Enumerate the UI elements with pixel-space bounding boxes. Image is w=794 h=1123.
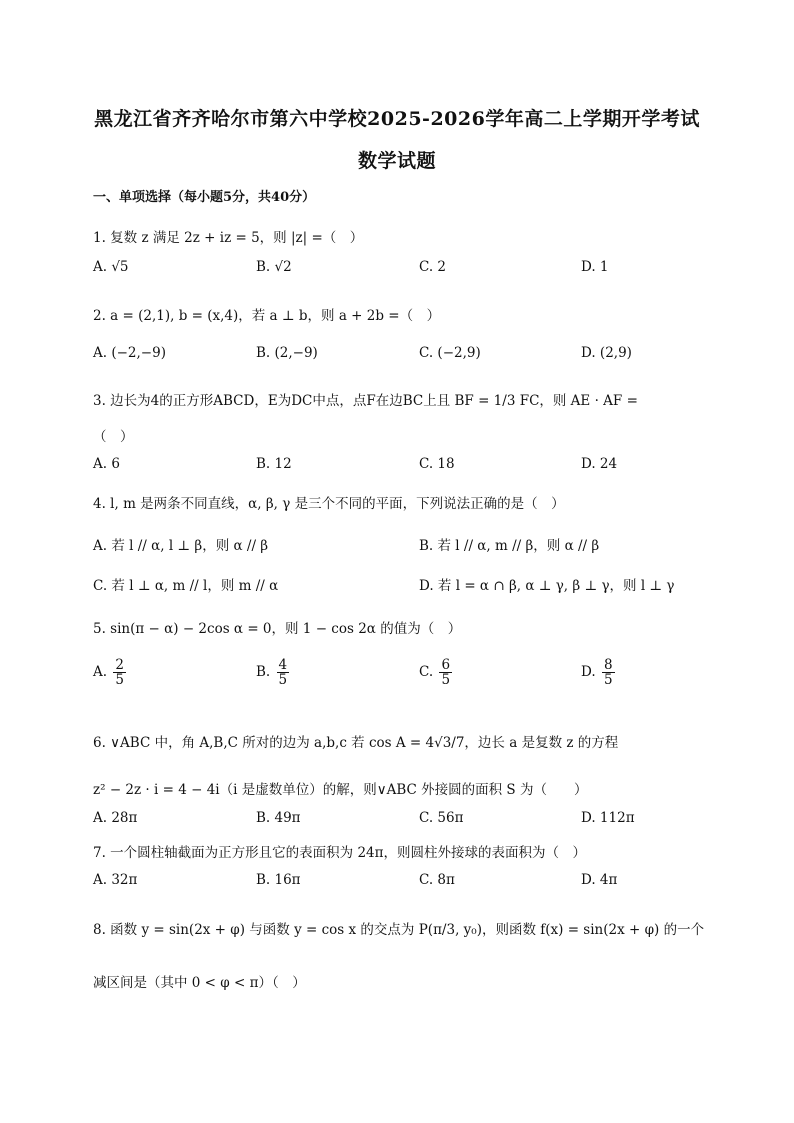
fraction-numerator: 8 <box>603 657 613 673</box>
question-6-stem-continued: z² − 2z · i = 4 − 4i（i 是虚数单位）的解，则∨ABC 外接圆的面积 S 为（ ） <box>93 782 588 798</box>
fraction-denominator: 5 <box>603 672 613 689</box>
fraction-numerator: 6 <box>441 657 451 673</box>
fraction-denominator: 5 <box>441 672 451 689</box>
question-7-option-d: D. 4π <box>581 872 618 888</box>
question-2-option-d: D. (2,9) <box>581 345 632 361</box>
question-6-option-b: B. 49π <box>256 810 301 826</box>
question-5-option-d <box>581 658 617 687</box>
question-2-option-a: A. (−2,−9) <box>93 345 166 361</box>
option-letter: D. <box>581 664 596 681</box>
question-2-option-b: B. (2,−9) <box>256 345 318 361</box>
section-heading: 一、单项选择（每小题5分，共40分） <box>93 190 316 205</box>
fraction-numerator: 4 <box>278 657 288 673</box>
fraction-denominator: 5 <box>115 672 124 689</box>
question-3-option-a: A. 6 <box>93 456 120 472</box>
fraction <box>439 658 452 687</box>
question-1-option-d: D. 1 <box>581 259 609 275</box>
question-3-option-d: D. 24 <box>581 456 618 472</box>
question-5-option-c <box>419 658 454 687</box>
question-6-option-d: D. 112π <box>581 810 635 826</box>
question-1-stem: 1. 复数 z 满足 2z + iz = 5，则 |z| =（ ） <box>93 230 364 246</box>
question-5-option-b <box>256 658 291 687</box>
question-5-option-a <box>93 658 128 687</box>
exam-title-line1: 黑龙江省齐齐哈尔市第六中学校2025-2026学年高二上学期开学考试 <box>94 108 700 130</box>
question-3-option-c: C. 18 <box>419 456 455 472</box>
question-4-option-c: C. 若 l ⊥ α, m // l，则 m // α <box>93 578 279 594</box>
question-1-option-b: B. √2 <box>256 259 292 275</box>
question-7-option-b: B. 16π <box>256 872 301 888</box>
option-letter: A. <box>93 664 108 681</box>
question-4-option-d: D. 若 l = α ∩ β, α ⊥ γ, β ⊥ γ，则 l ⊥ γ <box>419 578 675 594</box>
question-7-option-a: A. 32π <box>93 872 138 888</box>
question-7-stem: 7. 一个圆柱轴截面为正方形且它的表面积为 24π，则圆柱外接球的表面积为（ ） <box>93 845 587 861</box>
question-6-option-c: C. 56π <box>419 810 464 826</box>
question-8-stem-continued: 减区间是（其中 0 < φ < π）（ ） <box>93 975 306 991</box>
question-3-option-b: B. 12 <box>256 456 292 472</box>
question-4-option-b: B. 若 l // α, m // β，则 α // β <box>419 538 600 554</box>
question-8-stem: 8. 函数 y = sin(2x + φ) 与函数 y = cos x 的交点为 P(π/3, y₀)，则函数 f(x) = sin(2x + φ) 的一个 <box>93 922 705 938</box>
fraction <box>602 658 615 687</box>
question-5-stem: 5. sin(π − α) − 2cos α = 0，则 1 − cos 2α 的值为（ ） <box>93 621 462 637</box>
question-3-stem: 3. 边长为4的正方形ABCD，E为DC中点，点F在边BC上且 BF = 1/3 FC，则 AE · AF = <box>93 393 638 409</box>
question-7-option-c: C. 8π <box>419 872 455 888</box>
question-4-option-a: A. 若 l // α, l ⊥ β，则 α // β <box>93 538 269 554</box>
option-letter: C. <box>419 664 434 681</box>
question-3-stem-continued: （ ） <box>93 429 134 445</box>
question-2-stem: 2. a = (2,1), b = (x,4)，若 a ⊥ b，则 a + 2b =（ ） <box>93 308 441 324</box>
fraction <box>113 658 126 687</box>
question-1-option-c: C. 2 <box>419 259 447 275</box>
fraction-denominator: 5 <box>278 672 288 689</box>
question-1-option-a: A. √5 <box>93 259 129 275</box>
exam-title-line2: 数学试题 <box>357 150 436 172</box>
option-letter: B. <box>256 664 271 681</box>
question-2-option-c: C. (−2,9) <box>419 345 481 361</box>
question-6-stem: 6. ∨ABC 中，角 A,B,C 所对的边为 a,b,c 若 cos A = 4√3/7，边长 a 是复数 z 的方程 <box>93 735 619 751</box>
fraction-numerator: 2 <box>115 657 124 673</box>
question-6-option-a: A. 28π <box>93 810 138 826</box>
fraction <box>277 658 290 687</box>
question-4-stem: 4. l, m 是两条不同直线，α, β, γ 是三个不同的平面，下列说法正确的是（ ） <box>93 496 565 512</box>
